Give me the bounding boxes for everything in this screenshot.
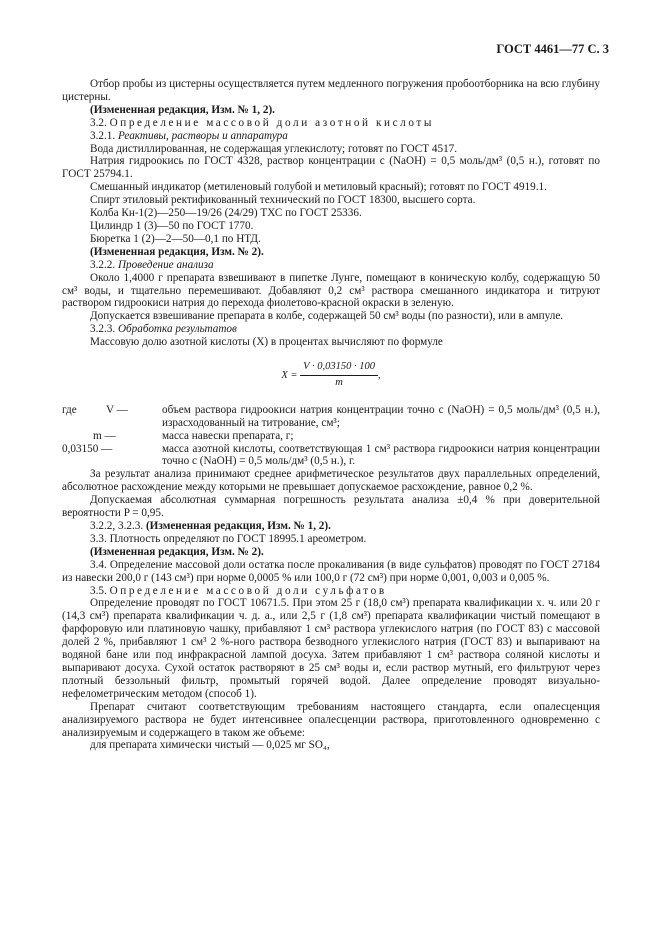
page-header: ГОСТ 4461—77 С. 3: [496, 42, 609, 56]
definition-text: объем раствора гидроокиси натрия концентрации точно с (NaOH) = 0,5 моль/дм³ (0,5 н.), израсходованный на титрование, см³;: [162, 403, 600, 429]
section-number: 3.5.: [90, 584, 107, 597]
reagent-naoh: Натрия гидроокись по ГОСТ 4328, раствор концентрации с (NaOH) = 0,5 моль/дм³ (0,5 н.), готовят по ГОСТ 25794.1.: [62, 155, 600, 181]
section-number: 3.2.2.: [90, 258, 116, 271]
definition-symbol: V —: [106, 403, 128, 416]
formula: [62, 361, 600, 390]
formula-lhs: X =: [281, 369, 298, 381]
revision-note: (Измененная редакция, Изм. № 2).: [90, 545, 264, 558]
reagent-ethanol: Спирт этиловый ректификованный технический по ГОСТ 18300, высшего сорта.: [90, 194, 476, 207]
section-3-3: 3.3. Плотность определяют по ГОСТ 18995.1 ареометром.: [90, 532, 367, 545]
apparatus-burette: Бюретка 1 (2)—2—50—0,1 по НТД.: [90, 232, 261, 245]
paragraph-error: Допускаемая абсолютная суммарная погрешность результата анализа ±0,4 % при доверительной вероятности P = 0,95.: [62, 494, 600, 520]
definition-symbol: m —: [93, 429, 116, 442]
section-title: Определение массовой доли сульфатов: [109, 584, 387, 597]
variable-definitions: [62, 404, 600, 469]
definition-row: [62, 443, 600, 469]
section-title: Реактивы, растворы и аппаратура: [117, 129, 288, 142]
definition-symbol: 0,03150 —: [62, 442, 113, 455]
where-label: где: [62, 403, 77, 416]
formula-tail: ,: [377, 369, 381, 381]
section-number: 3.2.1.: [90, 129, 116, 142]
paragraph-calculation: Массовую долю азотной кислоты (X) в процентах вычисляют по формуле: [90, 336, 443, 349]
document-body: [62, 78, 600, 752]
paragraph-sulfates: Определение проводят по ГОСТ 10671.5. При этом 25 г (18,0 см³) препарата квалификации х. ч. или 20 г (14,3 см³) препарата квалификации ч. д. а., или 2,5 г (1,8 см³) препарата квалификации чистый помещают в фарфоровую или платиновую чашку, прибавляют 1 см³ раствора углекислого натрия (по ГОСТ 83) с массовой долей 2 %, прибавляют 1 см³ 2 %-ного раствора безводного углекислого натрия (ГОСТ 83) и выпаривают на водяной бане или под инфракрасной лампой досуха. Затем прибавляют 1 см³ раствора соляной кислоты и выпаривают досуха. Сухой остаток растворяют в 25 см³ воды и, если раствор мутный, его фильтруют через плотный беззольный фильтр, промытый горячей водой. Далее определение проводят визуально-нефелометрическим методом (способ 1).: [62, 597, 600, 700]
definition-row: [62, 430, 600, 443]
apparatus-cylinder: Цилиндр 1 (3)—50 по ГОСТ 1770.: [90, 219, 254, 232]
revision-note: [62, 520, 600, 533]
paragraph-acceptance: Препарат считают соответствующим требованиям настоящего стандарта, если опалесценция анализируемого раствора не будет интенсивнее опалесценции раствора, приготовленного одновременно с анализируемым и содержащего в таком же объеме:: [62, 700, 600, 739]
definition-text: масса навески препарата, г;: [162, 429, 294, 442]
section-number: 3.2.: [90, 116, 107, 129]
revision-clauses: 3.2.2, 3.2.3.: [90, 520, 144, 532]
section-3-2-heading: [62, 117, 600, 130]
paragraph-weighing: Допускается взвешивание препарата в колбе, содержащей 50 см³ воды (по разности), или в ампуле.: [90, 310, 564, 323]
section-3-2-3-heading: [62, 323, 600, 336]
formula-denominator: m: [335, 376, 343, 388]
section-title: Обработка результатов: [117, 323, 237, 336]
definition-row: [62, 404, 600, 430]
section-title: Проведение анализа: [117, 258, 214, 271]
reagent-water: Вода дистиллированная, не содержащая углекислоту; готовят по ГОСТ 4517.: [90, 142, 458, 155]
reagent-indicator: Смешанный индикатор (метиленовый голубой и метиловый красный); готовят по ГОСТ 4919.1.: [90, 181, 547, 194]
section-number: 3.2.3.: [90, 323, 116, 336]
formula-numerator: V · 0,03150 · 100: [300, 361, 378, 376]
paragraph-sampling: Отбор пробы из цистерны осуществляется путем медленного погружения пробоотборника на всю глубину цистерны.: [62, 78, 600, 103]
paragraph-result: За результат анализа принимают среднее арифметическое результатов двух параллельных определений, абсолютное расхождение между которыми не превышает допускаемое расхождение, равное 0,2 %.: [62, 468, 600, 494]
section-3-2-1-heading: [62, 130, 600, 143]
revision-text: (Измененная редакция, Изм. № 1, 2).: [145, 520, 331, 532]
paragraph-last: для препарата химически чистый — 0,025 мг SO₄,: [90, 739, 330, 752]
section-3-5-heading: [62, 585, 600, 598]
section-title: Определение массовой доли азотной кислоты: [109, 116, 435, 129]
section-3-4: 3.4. Определение массовой доли остатка после прокаливания (в виде сульфатов) проводят по ГОСТ 27184 из навески 200,0 г (143 см³) при норме 0,0005 % или 100,0 г (72 см³) при норме 0,001, 0,003 и 0,005 %.: [62, 558, 600, 584]
revision-note: (Измененная редакция, Изм. № 2).: [90, 245, 264, 258]
revision-note: (Измененная редакция, Изм. № 1, 2).: [90, 103, 275, 116]
paragraph-analysis: Около 1,4000 г препарата взвешивают в пипетке Лунге, помещают в коническую колбу, содержащую 50 см³ воды, и тщательно перемешивают. Добавляют 0,2 см³ раствора смешанного индикатора и титруют раствором гидроокиси натрия до перехода фиолетово-красной окраски в зеленую.: [62, 271, 600, 310]
apparatus-flask: Колба Кн-1(2)—250—19/26 (24/29) ТХС по ГОСТ 25336.: [90, 207, 362, 220]
formula-fraction: [300, 361, 378, 390]
section-3-2-2-heading: [62, 259, 600, 272]
definition-text: масса азотной кислоты, соответствующая 1 см³ раствора гидроокиси натрия концентрации точно с (NaOH) = 0,5 моль/дм³ (0,5 н.), г.: [162, 442, 600, 468]
